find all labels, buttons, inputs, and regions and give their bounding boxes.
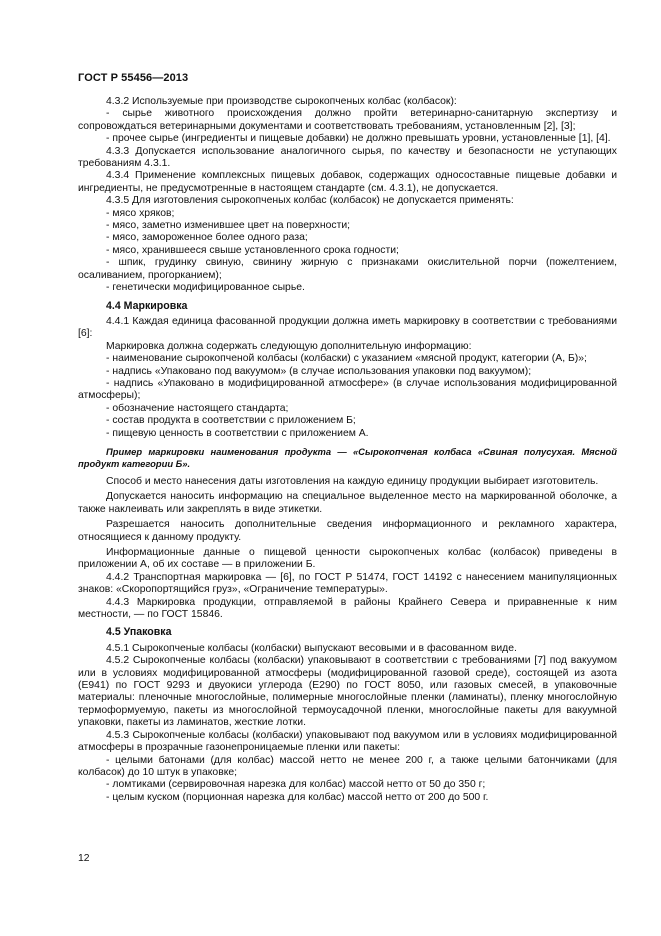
page-number: 12 [78, 853, 90, 864]
clause-4-3-4: 4.3.4 Применение комплексных пищевых добавок, содержащих односоставные пищевые добавки и ингредиенты, не предусмотренные в настоящем стандарте (см. 4.3.1), не допускается. [78, 170, 617, 194]
list-item: - ломтиками (сервировочная нарезка для колбас) массой нетто от 50 до 350 г; [106, 779, 486, 791]
list-item: - мясо, замороженное более одного раза; [106, 232, 308, 244]
clause-4-4-2: 4.4.2 Транспортная маркировка — [6], по ГОСТ Р 51474, ГОСТ 14192 с нанесением манипуляционных знаков: «Скоропортящийся груз», «Ограничение температуры». [78, 571, 617, 596]
page-header: ГОСТ Р 55456—2013 [78, 72, 189, 84]
paragraph: Маркировка должна содержать следующую дополнительную информацию: [106, 340, 472, 352]
list-item: - целыми батонами (для колбас) массой нетто не менее 200 г, а также целыми батончиками (для колбасок) до 10 штук в упаковке; [78, 754, 617, 778]
list-item: - обозначение настоящего стандарта; [106, 402, 289, 414]
paragraph: Разрешается наносить дополнительные сведения информационного и рекламного характера, относящиеся к данному продукту. [78, 519, 617, 543]
clause-4-4-1: 4.4.1 Каждая единица фасованной продукции должна иметь маркировку в соответствии с требованиями [6]: [78, 315, 617, 340]
list-item: - надпись «Упаковано в модифицированной атмосфере» (в случае использования модифицированной атмосферы); [78, 377, 617, 402]
clause-4-4-3: 4.4.3 Маркировка продукции, отправляемой в районы Крайнего Севера и приравненные к ним местности, — по ГОСТ 15846. [78, 596, 617, 621]
list-item: - наименование сырокопченой колбасы (колбаски) с указанием «мясной продукт, категории (А, Б)»; [106, 353, 587, 365]
list-item: - пищевую ценность в соответствии с приложением А. [106, 427, 369, 439]
paragraph: Информационные данные о пищевой ценности сырокопченых колбас (колбасок) приведены в приложении А, об их составе — в приложении Б. [78, 547, 617, 571]
clause-4-3-3: 4.3.3 Допускается использование аналогичного сырья, по качеству и безопасности не уступающих требованиям 4.3.1. [78, 145, 617, 170]
clause-4-5-2: 4.5.2 Сырокопченые колбасы (колбаски) упаковывают в соответствии с требованиями [7] под вакуумом или в условиях модифицированной атмосферы (модифицированной газовой среде), состоящей из азота (Е941) по ГОСТ 9293 и двуокиси углерода (Е290) по ГОСТ 8050, или газовых смесей, в упаковочные материалы: пленочные многослойные, полимерные многослойные пленки (ламинаты), пленку многослойную термоформуемую, пакеты из многослойной термоусадочной пленки, многослойные пакеты для вакуумной упаковки, пакеты из ламинатов, жесткие лотки. [78, 655, 617, 729]
list-item: - надпись «Упаковано под вакуумом» (в случае использования упаковки под вакуумом); [106, 365, 532, 377]
list-item: - состав продукта в соответствии с приложением Б; [106, 415, 356, 427]
clause-4-3-5: 4.3.5 Для изготовления сырокопченых колбас (колбасок) не допускается применять: [106, 195, 514, 207]
paragraph: Допускается наносить информацию на специальное выделенное место на маркированной оболочке, а также наклеивать или закреплять в виде этикетки. [78, 491, 617, 515]
section-heading-packaging: 4.5 Упаковка [106, 626, 172, 639]
list-item: - шпик, грудинку свиную, свинину жирную с признаками окислительной порчи (пожелтением, осаливанием, прогорканием); [78, 257, 617, 281]
paragraph: Способ и место нанесения даты изготовления на каждую единицу продукции выбирает изготовитель. [106, 475, 599, 487]
section-heading-marking: 4.4 Маркировка [106, 299, 188, 312]
list-item: - генетически модифицированное сырье. [106, 282, 305, 294]
clause-4-5-1: 4.5.1 Сырокопченые колбасы (колбаски) выпускают весовыми и в фасованном виде. [106, 642, 517, 654]
document-body [78, 96, 617, 804]
clause-4-5-3: 4.5.3 Сырокопченые колбасы (колбаски) упаковывают под вакуумом или в условиях модифицированной атмосферы в прозрачные газонепроницаемые пленки или пакеты: [78, 729, 617, 754]
list-item: - мясо, заметно изменившее цвет на поверхности; [106, 220, 351, 232]
list-item: - прочее сырье (ингредиенты и пищевые добавки) не должно превышать уровни, установленные [1], [4]. [106, 133, 611, 145]
marking-example: Пример маркировки наименования продукта — «Сырокопченая колбаса «Свиная полусухая. Мясной продукт категории Б». [78, 445, 617, 469]
list-item: - мясо, хранившееся свыше установленного срока годности; [106, 244, 399, 256]
list-item: - сырье животного происхождения должно пройти ветеринарно-санитарную экспертизу и сопровождаться ветеринарными документами и соответствовать требованиям, установленным [2], [3]; [78, 108, 617, 132]
list-item: - мясо хряков; [106, 207, 175, 219]
list-item: - целым куском (порционная нарезка для колбас) массой нетто от 200 до 500 г. [106, 791, 489, 803]
clause-4-3-2: 4.3.2 Используемые при производстве сырокопченых колбас (колбасок): [106, 96, 457, 107]
